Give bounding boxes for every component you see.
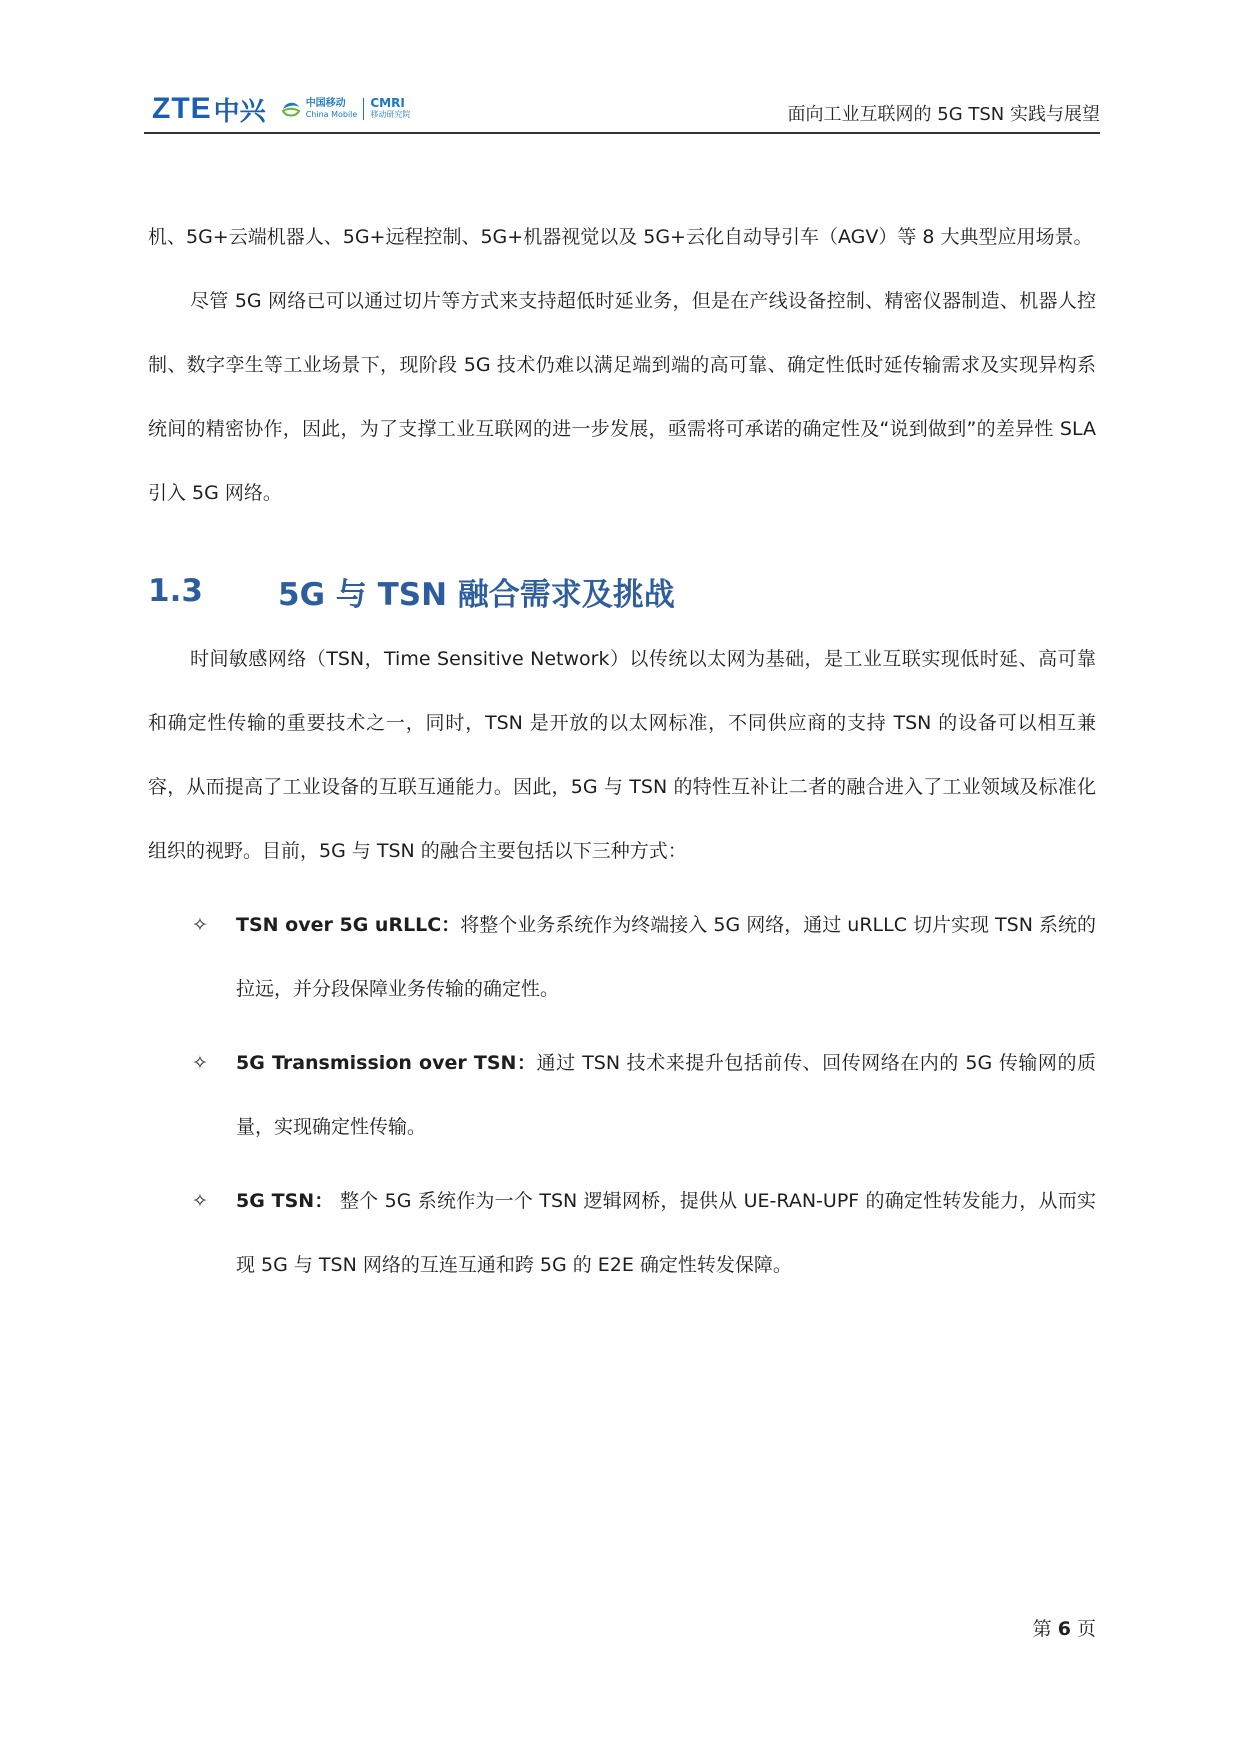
- section-heading: [148, 561, 1096, 621]
- page-suffix: 页: [1076, 1618, 1096, 1640]
- cmri-cn: 移动研究院: [370, 110, 411, 119]
- paragraph-5g-latency: 尽管 5G 网络已可以通过切片等方式来支持超低时延业务，但是在产线设备控制、精密仪器制造、机器人控制、数字孪生等工业场景下，现阶段 5G 技术仍难以满足端到端的高可靠、确定性低时延传输需求及实现异构系统间的精密协作，因此，为了支撑工业互联网的进一步发展，亟需将可承诺的确定性及“说到做到”的差异性 SLA 引入 5G 网络。: [148, 290, 1096, 504]
- zte-logo: ZTE: [152, 92, 212, 125]
- bullet-term: 5G TSN：: [236, 1190, 334, 1212]
- sparkle-bullet-icon: ✧: [192, 1052, 208, 1074]
- document-title: 面向工业互联网的 5G TSN 实践与展望: [787, 104, 1100, 125]
- zte-logo-cn: 中兴: [213, 96, 266, 127]
- list-item: [148, 1031, 1096, 1159]
- logo-divider: [363, 98, 364, 120]
- logo-group: [152, 92, 411, 127]
- cmri-logo: [370, 98, 410, 120]
- section-title: 5G 与 TSN 融合需求及挑战: [278, 576, 675, 613]
- china-mobile-icon: [280, 98, 302, 120]
- paragraph-tsn-intro: 时间敏感网络（TSN，Time Sensitive Network）以传统以太网为基础，是工业互联实现低时延、高可靠和确定性传输的重要技术之一，同时，TSN 是开放的以太网标准，不同供应商的支持 TSN 的设备可以相互兼容，从而提高了工业设备的互联互通能力。因此，5G 与 TSN 的特性互补让二者的融合进入了工业领域及标准化组织的视野。目前，5G 与 TSN 的融合主要包括以下三种方式：: [148, 648, 1096, 862]
- bullet-text: 整个 5G 系统作为一个 TSN 逻辑网桥，提供从 UE-RAN-UPF 的确定性转发能力，从而实现 5G 与 TSN 网络的互连互通和跨 5G 的 E2E 确定性转发保障。: [236, 1190, 1096, 1276]
- page-footer: [1033, 1614, 1096, 1641]
- china-mobile-logo: [280, 98, 358, 120]
- paragraph-continued: 机、5G+云端机器人、5G+远程控制、5G+机器视觉以及 5G+云化自动导引车（AGV）等 8 大典型应用场景。: [148, 226, 1093, 248]
- china-mobile-en: China Mobile: [305, 110, 358, 119]
- bullet-term: 5G Transmission over TSN：: [236, 1052, 537, 1074]
- list-item: [148, 1169, 1096, 1297]
- sparkle-bullet-icon: ✧: [192, 1190, 208, 1212]
- page-number: 6: [1057, 1618, 1071, 1640]
- bullet-term: TSN over 5G uRLLC：: [236, 914, 461, 936]
- list-item: [148, 893, 1096, 1021]
- page-prefix: 第: [1032, 1618, 1052, 1640]
- china-mobile-cn: 中国移动: [305, 98, 346, 109]
- cmri-en: CMRI: [370, 96, 405, 110]
- page-header: [144, 88, 1100, 132]
- bullet-text: 通过 TSN 技术来提升包括前传、回传网络在内的 5G 传输网的质量，实现确定性传输。: [236, 1052, 1096, 1138]
- section-number: 1.3: [148, 573, 203, 609]
- header-divider: [144, 132, 1100, 134]
- bullet-text: 将整个业务系统作为终端接入 5G 网络，通过 uRLLC 切片实现 TSN 系统的拉远，并分段保障业务传输的确定性。: [236, 914, 1096, 1000]
- sparkle-bullet-icon: ✧: [192, 914, 208, 936]
- page-content: [148, 205, 1096, 1297]
